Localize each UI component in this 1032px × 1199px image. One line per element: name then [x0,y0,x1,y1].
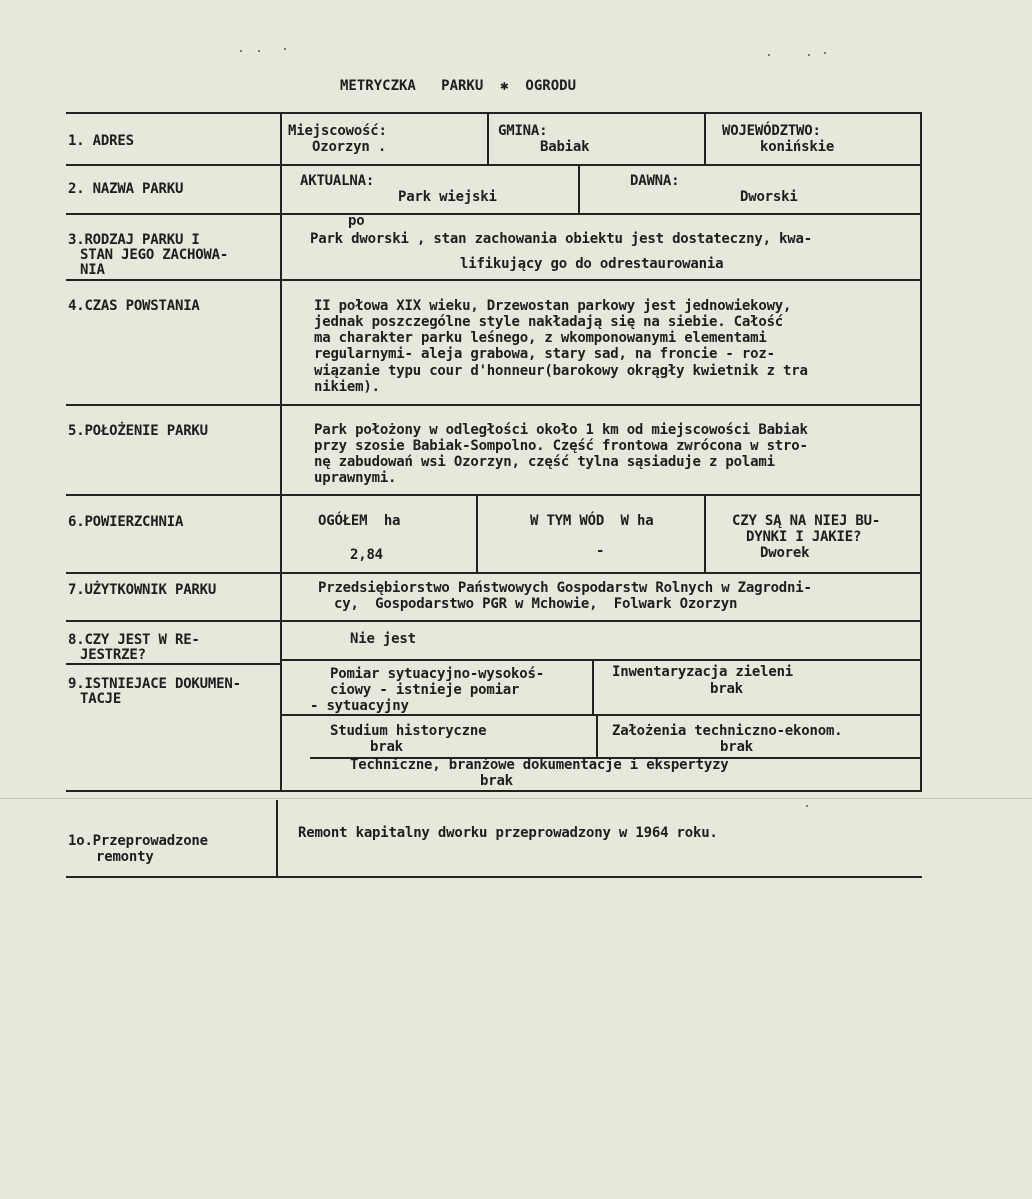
dawna-label: DAWNA: [630,173,680,189]
row8-value: Nie jest [350,631,416,647]
row4-text-line: ma charakter parku leśnego, z wkomponowanymi elementami [314,330,767,346]
miejscowosc-value: Ozorzyn . [312,139,387,155]
row-divider [66,876,922,878]
pomiar-line: ciowy - istnieje pomiar [330,682,520,698]
dawna-value: Dworski [740,189,798,205]
col-divider [592,659,594,714]
page-title: METRYCZKA PARKU ✱ OGRODU [340,78,577,94]
studium-value: brak [370,739,403,755]
wod-value: - [596,543,605,559]
techniczne-label: Techniczne, branżowe dokumentacje i ekspertyzy [350,757,729,773]
zalozenia-label: Założenia techniczno-ekonom. [612,723,843,739]
wod-label: W TYM WÓD W ha [530,513,654,529]
row6-label: 6.POWIERZCHNIA [68,514,184,530]
row5-text-line: nę zabudowań wsi Ozorzyn, część tylna sąsiaduje z polami [314,454,775,470]
budynki-label-line: DYNKI I JAKIE? [746,529,862,545]
gmina-label: GMINA: [498,123,548,139]
budynki-label-line: CZY SĄ NA NIEJ BU- [732,513,881,529]
col-divider [704,112,706,164]
row4-text-line: jednak poszczególne style nakładają się na siebie. Całość [314,314,784,330]
row7-text-line: cy, Gospodarstwo PGR w Mchowie, Folwark Ozorzyn [334,596,738,612]
row4-text-line: wiązanie typu cour d'honneur(barokowy okrągły kwietnik z tra [314,363,808,379]
row1-label: 1. ADRES [68,133,134,149]
row9-label-line: 9.ISTNIEJACE DOKUMEN- [68,676,241,692]
row-divider [66,494,922,496]
aktualna-label: AKTUALNA: [300,173,375,189]
col-divider [596,714,598,757]
gmina-value: Babiak [540,139,590,155]
pomiar-line: - sytuacyjny [310,698,409,714]
row3-text-line: Park dworski , stan zachowania obiektu jest dostateczny, kwa- [310,231,812,247]
row-divider [280,659,922,661]
row2-label: 2. NAZWA PARKU [68,181,184,197]
row3-text-line: lifikujący go do odrestaurowania [460,256,724,272]
row3-label-line: 3.RODZAJ PARKU I [68,232,200,248]
row10-label-line: remonty [96,849,154,865]
row-divider [66,404,922,406]
studium-label: Studium historyczne [330,723,487,739]
row-divider [66,279,922,281]
row5-text-line: Park położony w odległości około 1 km od miejscowości Babiak [314,422,808,438]
row-divider [66,572,922,574]
budynki-value: Dworek [760,545,810,561]
row3-insert: po [348,213,365,229]
row4-text-line: II połowa XIX wieku, Drzewostan parkowy jest jednowiekowy, [314,298,792,314]
row5-text-line: uprawnymi. [314,470,397,486]
paper-speck [258,50,260,52]
row3-label-line: NIA [80,262,105,278]
miejscowosc-label: Miejscowość: [288,123,387,139]
paper-speck [768,54,770,56]
row-divider [66,790,922,792]
row4-text-line: nikiem). [314,379,380,395]
row10-label-line: 1o.Przeprowadzone [68,833,208,849]
techniczne-value: brak [480,773,513,789]
row-divider [66,112,922,114]
row4-label: 4.CZAS POWSTANIA [68,298,200,314]
col-divider [920,112,922,790]
row-divider [66,663,280,665]
row-divider [66,164,922,166]
inwentaryzacja-value: brak [710,681,743,697]
row5-text-line: przy szosie Babiak-Sompolno. Część frontowa zwrócona w stro- [314,438,808,454]
row7-label: 7.UŻYTKOWNIK PARKU [68,582,217,598]
row9-label-line: TACJE [80,691,122,707]
ogolem-value: 2,84 [350,547,383,563]
paper-fold [0,798,1032,799]
col-divider [476,494,478,572]
paper-speck [824,52,826,54]
zalozenia-value: brak [720,739,753,755]
row-divider [282,714,922,716]
row8-label-line: 8.CZY JEST W RE- [68,632,200,648]
col-divider [276,800,278,876]
col-divider [704,494,706,572]
ogolem-label: OGÓŁEM ha [318,513,401,529]
paper-speck [808,54,810,56]
wojewodztwo-value: konińskie [760,139,835,155]
row8-label-line: JESTRZE? [80,647,146,663]
row10-value: Remont kapitalny dworku przeprowadzony w 1964 roku. [298,825,718,841]
wojewodztwo-label: WOJEWÓDZTWO: [722,123,821,139]
row-divider [66,213,922,215]
row5-label: 5.POŁOŻENIE PARKU [68,423,208,439]
paper-speck [806,805,808,807]
aktualna-value: Park wiejski [398,189,497,205]
inwentaryzacja-label: Inwentaryzacja zieleni [612,664,794,680]
row4-text-line: regularnymi- aleja grabowa, stary sad, na froncie - roz- [314,346,775,362]
col-divider [578,164,580,213]
row7-text-line: Przedsiębiorstwo Państwowych Gospodarstw Rolnych w Zagrodni- [318,580,812,596]
paper-speck [284,48,286,50]
pomiar-line: Pomiar sytuacyjno-wysokoś- [330,666,544,682]
row-divider [66,620,922,622]
col-divider [487,112,489,164]
col-divider [280,112,282,790]
paper-speck [240,50,242,52]
row3-label-line: STAN JEGO ZACHOWA- [80,247,229,263]
